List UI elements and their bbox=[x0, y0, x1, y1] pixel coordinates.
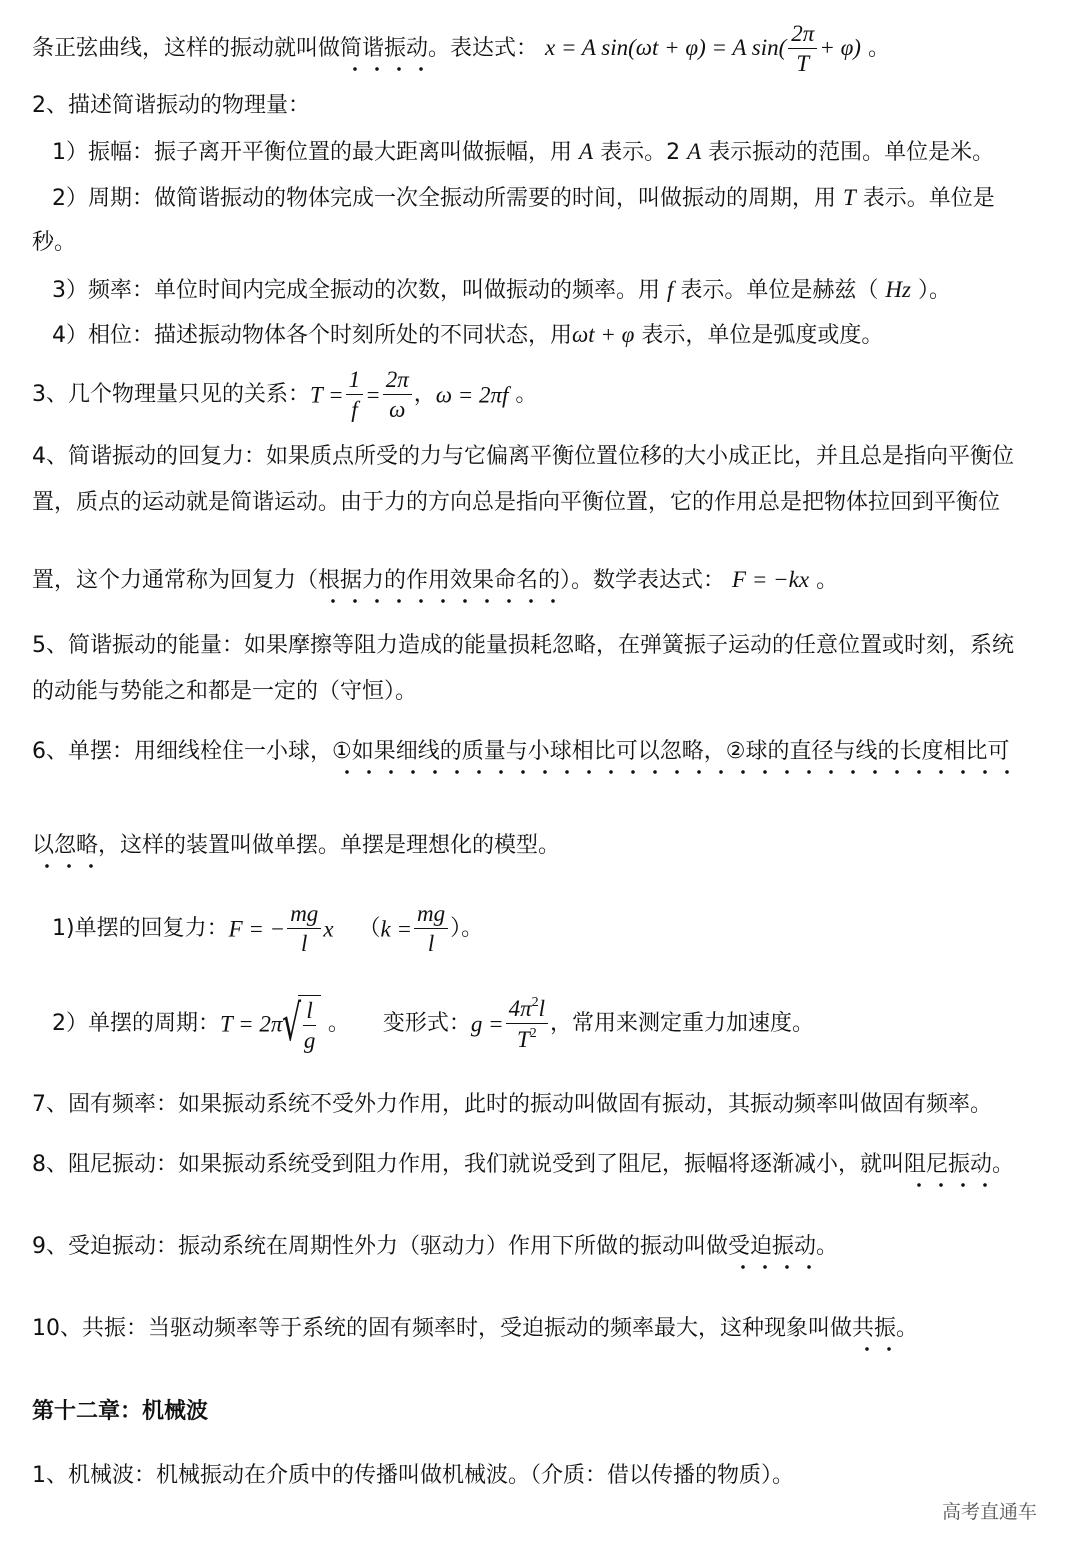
emphasis-pendulum-conditions: ①如果细线的质量与小球相比可以忽略，②球的直径与线的长度相比可 bbox=[332, 739, 1009, 776]
expression-line: 条正弦曲线，这样的振动就叫做简谐振动。表达式： x = A sin(ωt + φ) = A sin( $\frac{2\pi}{T}$ + φ) 。 bbox=[32, 21, 890, 77]
section-3-relation: 3、几个物理量只见的关系：T = $\frac{1}{f}$ = $\frac{2\pi}{\omega}$ ，ω = 2πf 。 bbox=[32, 367, 538, 423]
pendulum-restoring-force: 1)单摆的回复力：F = − $\frac{mg}{l}$ x （k = $\frac{mg}{l}$ ）。 bbox=[52, 901, 484, 957]
emphasis-forced-vibration: 受迫振动 bbox=[728, 1234, 816, 1271]
amplitude-item: 1）振幅：振子离开平衡位置的最大距离叫做振幅，用 A 表示。2 A 表示振动的范围。单位是米。 bbox=[52, 139, 995, 165]
section-7: 7、固有频率：如果振动系统不受外力作用，此时的振动叫做固有振动，其振动频率叫做固有频率。 bbox=[32, 1092, 993, 1117]
emphasis-simple-harmonic: 简谐振动 bbox=[340, 36, 428, 73]
formula-expression: x = A sin(ωt + φ) = A sin( bbox=[545, 35, 787, 61]
fraction-k-mg-over-l: $\frac{mg}{l}$ bbox=[414, 902, 448, 956]
chapter-title: 第十二章：机械波 bbox=[32, 1399, 209, 1424]
phase-item: 4）相位：描述振动物体各个时刻所处的不同状态，用ωt + φ 表示，单位是弧度或度。 bbox=[52, 322, 884, 348]
watermark: 高考直通车 bbox=[942, 1501, 1038, 1523]
pendulum-period: 2）单摆的周期：T = 2π √ $\frac{l}{g}$ 。 变形式：g = $\frac{4\pi^2l}{T^2}$ ，常用来测定重力加速度。 bbox=[52, 994, 815, 1054]
emphasis-named-by-effect: 根据力的作用效果命名的 bbox=[318, 568, 560, 605]
fraction-4pi2l-over-t2: $\frac{4\pi^2l}{T^2}$ bbox=[506, 996, 548, 1052]
section-6-line-2: 以忽略，这样的装置叫做单摆。单摆是理想化的模型。 bbox=[32, 835, 560, 857]
section-8: 8、阻尼振动：如果振动系统受到阻力作用，我们就说受到了阻尼，振幅将逐渐减小，就叫阻尼振动。 bbox=[32, 1154, 1014, 1176]
sqrt-l-over-g: √ $\frac{l}{g}$ bbox=[282, 995, 320, 1053]
section-5-line-1: 5、简谐振动的能量：如果摩擦等阻力造成的能量损耗忽略，在弹簧振子运动的任意位置或时刻，系统 bbox=[32, 633, 1015, 658]
emphasis-negligible: 以忽略 bbox=[32, 833, 98, 870]
fraction-mg-over-l: $\frac{mg}{l}$ bbox=[287, 902, 321, 956]
section-5-line-2: 的动能与势能之和都是一定的（守恒）。 bbox=[32, 679, 418, 704]
period-item-cont: 秒。 bbox=[32, 230, 77, 255]
frequency-item: 3）频率：单位时间内完成全振动的次数，叫做振动的频率。用 f 表示。单位是赫兹（ Hz ）。 bbox=[52, 277, 951, 303]
section-9: 9、受迫振动：振动系统在周期性外力（驱动力）作用下所做的振动叫做受迫振动。 bbox=[32, 1236, 838, 1258]
emphasis-damped-vibration: 阻尼振动 bbox=[904, 1152, 992, 1189]
fraction-2pi-over-t: $\frac{2\pi}{T}$ bbox=[788, 22, 817, 76]
period-item: 2）周期：做简谐振动的物体完成一次全振动所需要的时间，叫做振动的周期，用 T 表示。单位是 bbox=[52, 185, 995, 211]
fraction-2pi-over-omega: $\frac{2\pi}{\omega}$ bbox=[383, 368, 412, 422]
section-4-line-3: 置，这个力通常称为回复力（根据力的作用效果命名的）。数学表达式： F = −kx 。 bbox=[32, 568, 838, 592]
section-10: 10、共振：当驱动频率等于系统的固有频率时，受迫振动的频率最大，这种现象叫做共振。 bbox=[32, 1318, 918, 1340]
section-4-line-2: 置，质点的运动就是简谐运动。由于力的方向总是指向平衡位置，它的作用总是把物体拉回到平衡位 bbox=[32, 490, 1001, 515]
fraction-1-over-f: $\frac{1}{f}$ bbox=[346, 368, 364, 422]
section-6-line-1: 6、单摆：用细线栓住一小球，①如果细线的质量与小球相比可以忽略，②球的直径与线的长度相比可 bbox=[32, 741, 1009, 763]
section-4-line-1: 4、简谐振动的回复力：如果质点所受的力与它偏离平衡位置位移的大小成正比，并且总是指向平衡位 bbox=[32, 444, 1015, 469]
emphasis-resonance: 共振 bbox=[852, 1316, 896, 1353]
section-2-title: 2、描述简谐振动的物理量： bbox=[32, 93, 310, 118]
mechanical-wave-def: 1、机械波：机械振动在介质中的传播叫做机械波。（介质：借以传播的物质）。 bbox=[32, 1463, 794, 1488]
